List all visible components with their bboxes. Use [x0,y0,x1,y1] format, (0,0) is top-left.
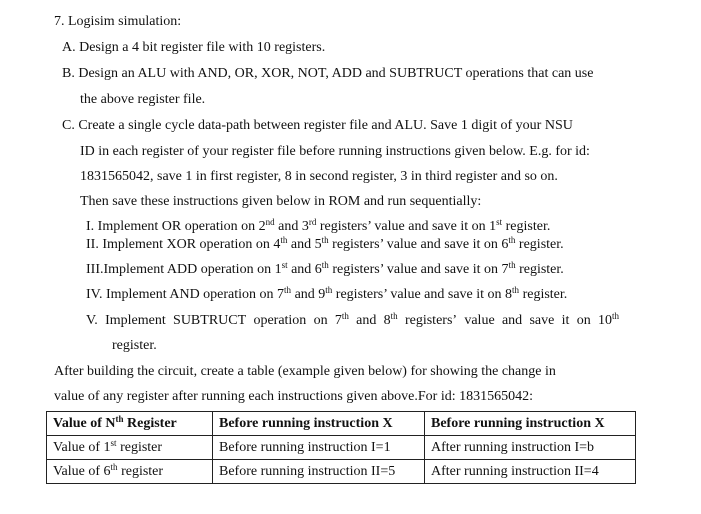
instruction-ii: II. Implement XOR operation on 4th and 5th registers’ value and save it on 6th register. [86,235,564,252]
part-c-line1: C. Create a single cycle data-path between register file and ALU. Save 1 digit of your NSU [62,118,573,133]
instruction-i: I. Implement OR operation on 2nd and 3rd registers’ value and save it on 1st register. [86,217,551,234]
header-col1: Value of $N^{th}$ Register [47,412,213,436]
part-b-line2: the above register file. [80,92,206,107]
part-a: A. Design a 4 bit register file with 10 registers. [62,40,326,55]
question-title: 7. Logisim simulation: [54,14,182,29]
register-change-table [46,411,636,484]
instruction-iii: III.Implement ADD operation on 1st and 6th registers’ value and save it on 7th register. [86,260,564,277]
part-c-line4: Then save these instructions given below in ROM and run sequentially: [80,194,482,209]
table-row [47,436,636,460]
instruction-v-cont: register. [112,338,157,353]
row1-col3: After running instruction I=b [425,436,636,460]
header-col3: Before running instruction X [425,412,636,436]
table-header-row [47,412,636,436]
row1-col1: Value of 1st register [47,436,213,460]
table-row [47,460,636,484]
row2-col2: Before running instruction II=5 [213,460,425,484]
part-c-line3: 1831565042, save 1 in first register, 8 in second register, 3 in third register and so on. [80,169,558,184]
instruction-v: V. Implement SUBTRUCT operation on 7th and 8th registers’ value and save it on 10th [86,311,619,328]
after-text-line1: After building the circuit, create a table (example given below) for showing the change in [54,364,556,379]
row2-col1: Value of 6th register [47,460,213,484]
instruction-iv: IV. Implement AND operation on 7th and 9th registers’ value and save it on 8th register. [86,285,568,302]
row1-col2: Before running instruction I=1 [213,436,425,460]
part-b-line1: B. Design an ALU with AND, OR, XOR, NOT, ADD and SUBTRUCT operations that can use [62,66,594,81]
after-text-line2: value of any register after running each instructions given above.For id: 1831565042: [54,389,533,404]
header-col2: Before running instruction X [213,412,425,436]
row2-col3: After running instruction II=4 [425,460,636,484]
part-c-line2: ID in each register of your register file before running instructions given below. E.g. for id: [80,144,590,159]
